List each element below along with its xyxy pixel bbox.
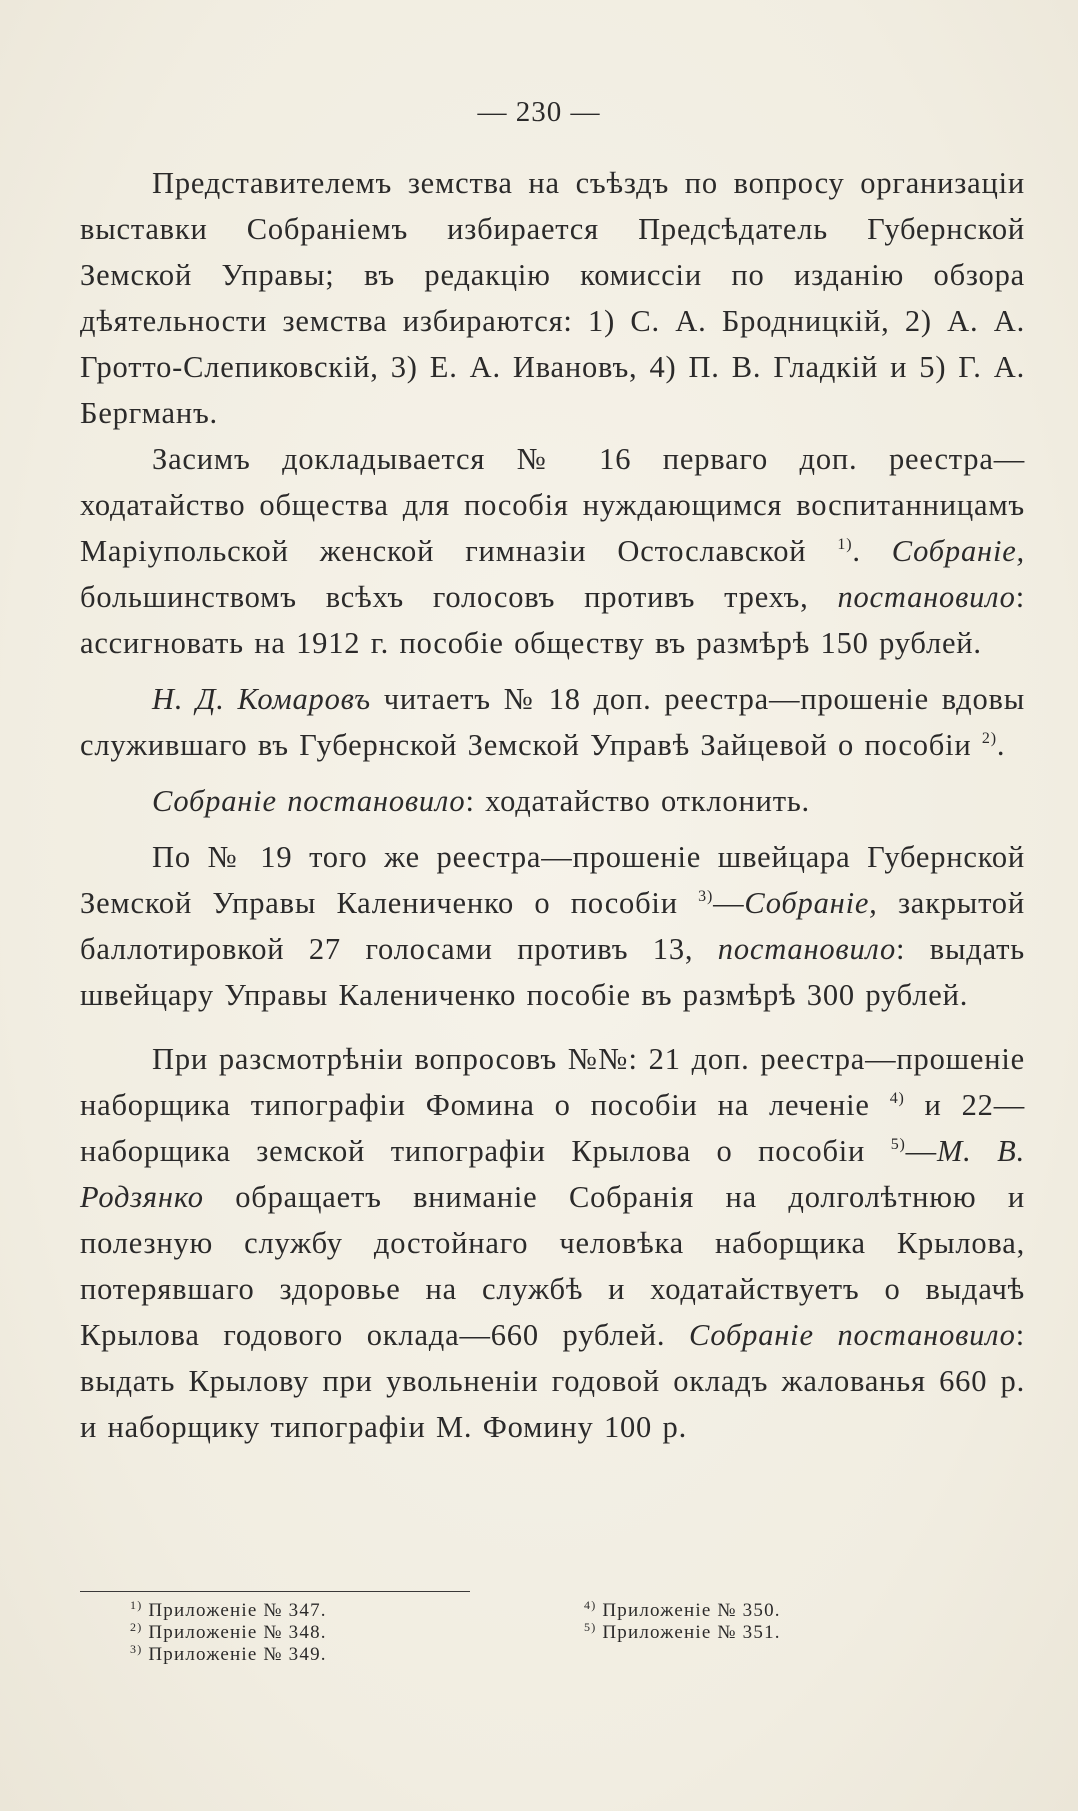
footnotes-right-column bbox=[584, 1600, 781, 1644]
page-number: — 230 — bbox=[477, 96, 601, 128]
paragraph-5: По № 19 того же реестра—прошеніе швейцара Губернской Земской Управы Калениченко о пособіи $^{3)}$—Собраніе, закрытой баллотировкой 27 голосами противъ 13, постановило: выдать швейцару Управы Калениченко пособіе въ размѣрѣ 300 рублей. bbox=[80, 840, 1025, 1012]
footnote-item: $^{4)}$ Приложеніе № 350. bbox=[584, 1598, 781, 1621]
footnote-item: $^{2)}$ Приложеніе № 348. bbox=[130, 1620, 327, 1643]
paragraph-3: Н. Д. Комаровъ читаетъ № 18 доп. реестра—прошеніе вдовы служившаго въ Губернской Земской Управѣ Зайцевой о пособіи $^{2)}$. bbox=[80, 682, 1025, 762]
footnote-ref: 1) bbox=[837, 536, 853, 553]
paragraph-2: Засимъ докладывается № 16 перваго доп. реестра—ходатайство общества для пособія нуждающимся воспитанницамъ Маріупольской женской гимназіи Остославской $^{1)}$. Собраніе, большинствомъ всѣхъ голосовъ противъ трехъ, постановило: ассигновать на 1912 г. пособіе обществу въ размѣрѣ 150 рублей. bbox=[80, 442, 1025, 660]
footnote-ref: 3) bbox=[698, 888, 714, 905]
footnotes-left-column bbox=[130, 1600, 327, 1666]
footnote-ref: 2) bbox=[981, 730, 997, 747]
body-text bbox=[80, 160, 1025, 1450]
paragraph-1: Представителемъ земства на съѣздъ по вопросу организаціи выставки Собраніемъ избирается Предсѣдатель Губернской Земской Управы; въ редакцію комиссіи по изданію обзора дѣятельности земства избираются: 1) С. А. Бродницкій, 2) А. А. Гротто-Слепиковскій, 3) Е. А. Ивановъ, 4) П. В. Гладкій и 5) Г. А. Бергманъ. bbox=[80, 166, 1025, 430]
footnote-item: $^{1)}$ Приложеніе № 347. bbox=[130, 1598, 327, 1621]
paragraph-4: Собраніе постановило: ходатайство отклонить. bbox=[152, 784, 810, 818]
footnote-item: $^{3)}$ Приложеніе № 349. bbox=[130, 1642, 327, 1665]
footnote-divider bbox=[80, 1591, 470, 1592]
footnote-item: $^{5)}$ Приложеніе № 351. bbox=[584, 1620, 781, 1643]
footnote-ref: 4) bbox=[889, 1090, 905, 1107]
footnote-ref: 5) bbox=[890, 1136, 906, 1153]
paragraph-6: При разсмотрѣніи вопросовъ №№: 21 доп. реестра—прошеніе наборщика типографіи Фомина о пособіи на леченіе $^{4)}$ и 22—наборщика земской типографіи Крылова о пособіи $^{5)}$—М. В. Родзянко обращаетъ вниманіе Собранія на долголѣтнюю и полезную службу достойнаго человѣка наборщика Крылова, потерявшаго здоровье на службѣ и ходатайствуетъ о выдачѣ Крылова годового оклада—660 рублей. Собраніе постановило: выдать Крылову при увольненіи годовой окладъ жалованья 660 р. и наборщику типографіи М. Фомину 100 р. bbox=[80, 1042, 1026, 1444]
